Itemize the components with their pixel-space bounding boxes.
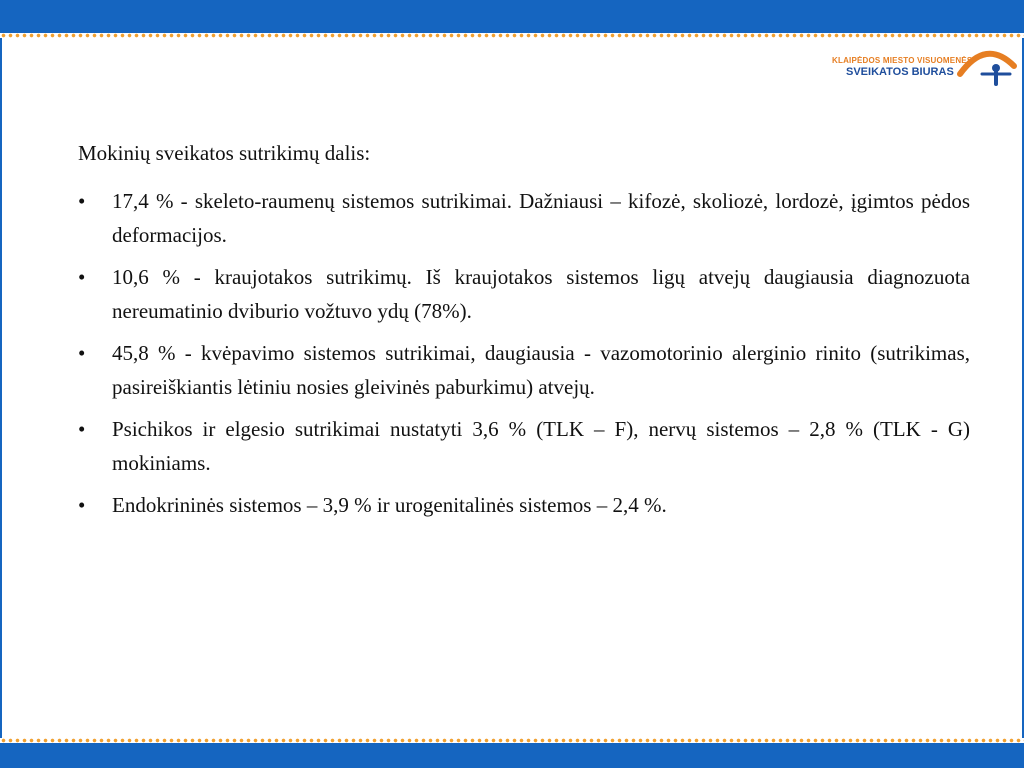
list-item-text: Endokrininės sistemos – 3,9 % ir urogenitalinės sistemos – 2,4 %. (112, 493, 667, 517)
person-arc-logo-icon (952, 44, 1018, 88)
list-item (78, 488, 970, 522)
top-dotted-border (0, 33, 1024, 38)
list-item-text: 17,4 % - skeleto-raumenų sistemos sutrikimai. Dažniausi – kifozė, skoliozė, lordozė, įgimtos pėdos deformacijos. (112, 189, 970, 247)
logo-line-2: SVEIKATOS BIURAS (846, 66, 954, 78)
list-item (78, 184, 970, 252)
top-banner (0, 0, 1024, 33)
bullet-marker: • (78, 189, 86, 213)
slide-heading: Mokinių sveikatos sutrikimų dalis: (78, 141, 371, 165)
bullet-list (78, 184, 970, 522)
organization-logo (832, 44, 1018, 88)
bullet-marker: • (78, 493, 86, 517)
left-border (0, 38, 2, 738)
bullet-marker: • (78, 265, 86, 289)
list-item (78, 260, 970, 328)
list-item (78, 336, 970, 404)
bullet-marker: • (78, 341, 86, 365)
bullet-marker: • (78, 417, 86, 441)
list-item-text: 45,8 % - kvėpavimo sistemos sutrikimai, daugiausia - vazomotorinio alerginio rinito (sutrikimas, pasireiškiantis lėtiniu nosies gleivinės paburkimu) atvejų. (112, 341, 970, 399)
list-item-text: 10,6 % - kraujotakos sutrikimų. Iš kraujotakos sistemos ligų atvejų daugiausia diagnozuota nereumatinio dviburio vožtuvo ydų (78%). (112, 265, 970, 323)
logo-line-1: KLAIPĖDOS MIESTO VISUOMENĖS (832, 56, 973, 65)
list-item-text: Psichikos ir elgesio sutrikimai nustatyti 3,6 % (TLK – F), nervų sistemos – 2,8 % (TLK - G) mokiniams. (112, 417, 970, 475)
slide-content (78, 136, 970, 530)
bottom-banner (0, 743, 1024, 768)
list-item (78, 412, 970, 480)
